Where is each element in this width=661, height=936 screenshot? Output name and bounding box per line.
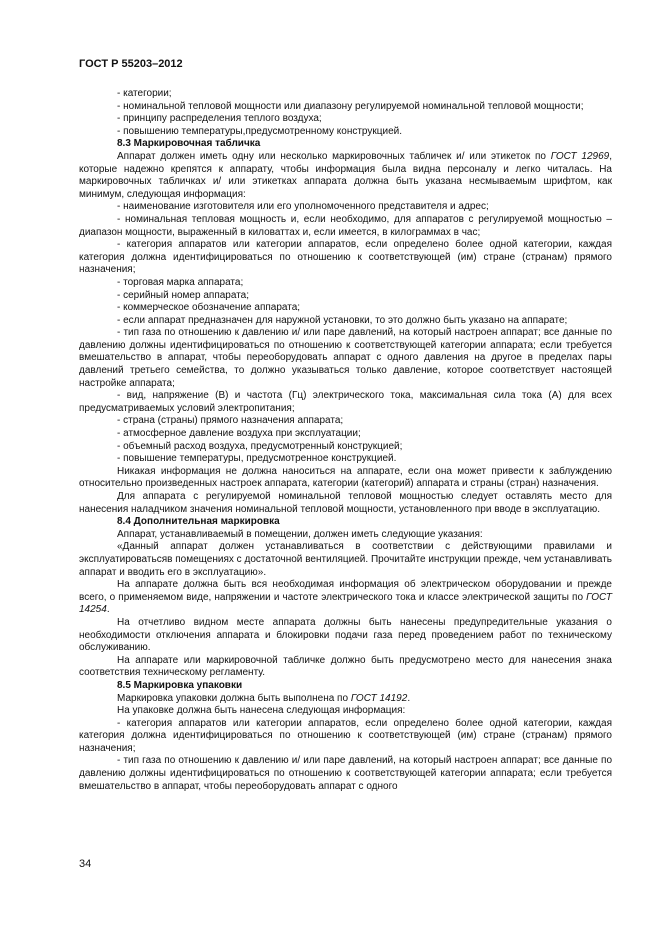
list-item: - объемный расход воздуха, предусмотренный конструкцией;	[117, 440, 403, 452]
paragraph-text: , которые надежно крепятся к аппарату, чтобы информация была видна персоналу и легко читалась. На маркировочных табличках и/ или этикетках аппарата должна быть указана несмываемым шрифтом, как минимум, следующая информация:	[79, 150, 612, 200]
paragraph-text: Маркировка упаковки должна быть выполнена по	[117, 692, 351, 704]
section-heading: 8.4 Дополнительная маркировка	[117, 516, 280, 528]
list-item: - повышению температуры,предусмотренному конструкцией.	[117, 125, 402, 137]
paragraph-text: Аппарат должен иметь одну или несколько маркировочных табличек и/ или этикеток по	[117, 150, 551, 162]
list-item: - номинальной тепловой мощности или диапазону регулируемой номинальной тепловой мощности;	[117, 100, 584, 112]
list-item: - тип газа по отношению к давлению и/ или паре давлений, на который настроен аппарат; все данные по давлению должны идентифицироваться по отношению к соответствующей категории аппарата; если требуется вмешательство в аппарат, чтобы переоборудовать аппарат с одного	[79, 755, 612, 792]
list-item: - торговая марка аппарата;	[117, 276, 244, 288]
paragraph	[79, 579, 612, 617]
list-item: - повышение температуры, предусмотренное конструкцией.	[117, 453, 397, 465]
paragraph: На аппарате или маркировочной табличке должно быть предусмотрено место для нанесения знака соответствия техническому регламенту.	[79, 654, 612, 679]
list-item: - принципу распределения теплого воздуха;	[117, 113, 322, 125]
list-item: - атмосферное давление воздуха при эксплуатации;	[117, 428, 361, 440]
paragraph: На отчетливо видном месте аппарата должны быть нанесены предупредительные указания о необходимости отключения аппарата и блокировки подачи газа перед проведением работ по техническому обслуживанию.	[79, 616, 612, 654]
list-item: - серийный номер аппарата;	[117, 289, 250, 301]
list-item: - категории;	[117, 88, 172, 99]
paragraph	[79, 151, 612, 201]
list-item: - категория аппаратов или категории аппаратов, если определено более одной категории, каждая категория должна идентифицироваться по отношению к соответствующей (им) стране (странам) прямого назначения;	[79, 239, 612, 276]
paragraph-text: На аппарате должна быть вся необходимая информация об электрическом оборудовании и прежде всего, о применяемом виде, напряжении и частоте электрического тока и классе электрической защиты по	[79, 579, 612, 603]
standard-reference: ГОСТ 14192	[350, 692, 408, 704]
list-item: - категория аппаратов или категории аппаратов, если определено более одной категории, каждая категория должна идентифицироваться по отношению к соответствующей (им) стране (странам) прямого назначения;	[79, 717, 612, 754]
standard-reference: ГОСТ 12969	[550, 150, 610, 162]
paragraph: Аппарат, устанавливаемый в помещении, должен иметь следующие указания:	[117, 528, 483, 540]
document-header: ГОСТ Р 55203–2012	[79, 58, 183, 70]
page-number: 34	[79, 858, 92, 870]
section-heading: 8.5 Маркировка упаковки	[117, 679, 243, 691]
list-item: - номинальная тепловая мощность и, если необходимо, для аппаратов с регулируемой мощностью – диапазон мощности, выраженный в киловаттах и, если имеется, в килограммах в час;	[79, 213, 612, 238]
paragraph	[79, 693, 612, 706]
standard-reference: ГОСТ 14254	[79, 591, 612, 616]
paragraph: «Данный аппарат должен устанавливаться в соответствии с действующими правилами и эксплуатироватьсяв помещениях с достаточной вентиляцией. Прочитайте инструкции прежде, чем устанавливать аппарат и вводить его в эксплуатацию».	[79, 541, 612, 578]
paragraph: Для аппарата с регулируемой номинальной тепловой мощностью следует оставлять место для нанесения наладчиком значения номинальной тепловой мощности, установленного при вводе в эксплуатацию.	[79, 491, 612, 515]
section-heading: 8.3 Маркировочная табличка	[117, 138, 261, 150]
list-item: - наименование изготовителя или его уполномоченного представителя и адрес;	[117, 201, 489, 213]
paragraph-text: .	[106, 604, 110, 616]
paragraph: На упаковке должна быть нанесена следующая информация:	[117, 705, 406, 717]
list-item: - коммерческое обозначение аппарата;	[117, 302, 301, 314]
paragraph: Никакая информация не должна наноситься на аппарате, если она может привести к заблуждению относительно произведенных настроек аппарата, категории (категорий) аппарата и страны (стран) назначения.	[79, 465, 612, 490]
paragraph-text: .	[407, 692, 411, 704]
list-item: - если аппарат предназначен для наружной установки, то это должно быть указано на аппарате;	[117, 314, 568, 326]
list-item: - тип газа по отношению к давлению и/ или паре давлений, на который настроен аппарат; все данные по давлению должны идентифицироваться по отношению к соответствующей категории аппарата; если требуется вмешательство в аппарат, чтобы переоборудовать аппарат с одного давления на другое в пределах пары давлений третьего семейства, то должно указываться только давление, которое соответствует настоящей настройке аппарата;	[79, 327, 612, 389]
list-item: - страна (страны) прямого назначения аппарата;	[117, 415, 344, 427]
list-item: - вид, напряжение (В) и частота (Гц) электрического тока, максимальная сила тока (А) для всех предусматриваемых условий электропитания;	[79, 390, 612, 414]
document-body	[79, 88, 612, 793]
